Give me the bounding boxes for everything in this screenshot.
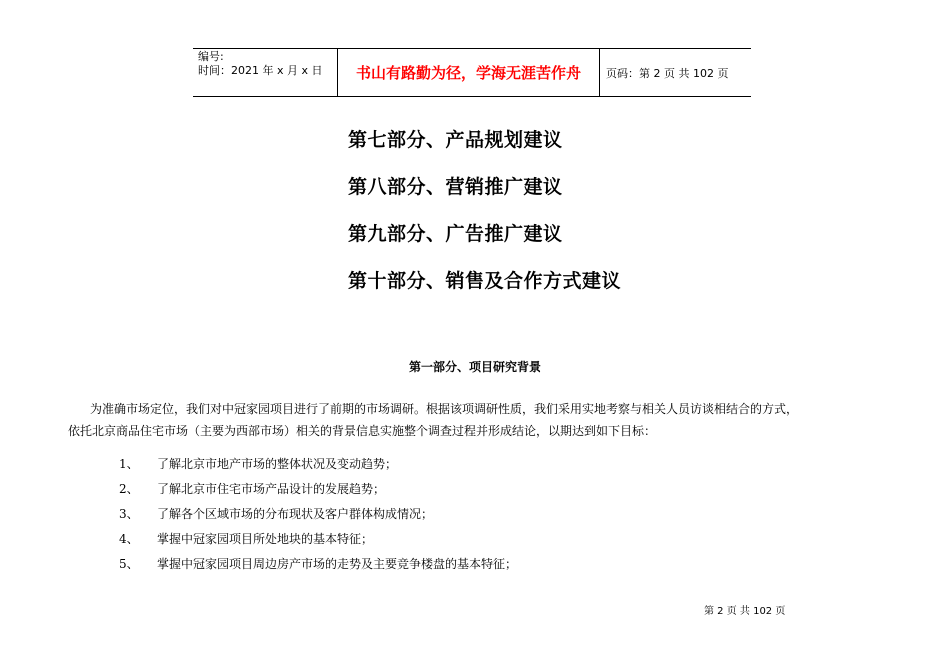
goal-text: 掌握中冠家园项目所处地块的基本特征； [157,532,374,546]
goal-number: 3、 [119,507,139,521]
page-footer: 第 2 页 共 102 页 [704,606,786,617]
part-heading: 第一部分、项目研究背景 [408,360,541,374]
goal-text: 了解北京市住宅市场产品设计的发展趋势； [157,482,386,496]
goal-number: 4、 [119,532,139,546]
section-title-7: 第七部分、产品规划建议 [348,129,563,151]
header-motto: 书山有路勤为径，学海无涯苦作舟 [355,63,581,82]
header-left-cell [198,50,323,78]
goal-number: 2、 [119,482,139,496]
time-label: 时间：2021 年 x 月 x 日 [198,64,323,77]
header-bottom-rule [193,96,751,97]
goal-number: 1、 [119,457,139,471]
goal-text: 了解各个区域市场的分布现状及客户群体构成情况； [157,507,434,521]
paragraph-line-2: 依托北京商品住宅市场（主要为西部市场）相关的背景信息实施整个调查过程并形成结论，以期达到如下目标： [68,424,657,438]
header-divider-right [599,48,600,97]
section-title-10: 第十部分、销售及合作方式建议 [348,270,622,292]
section-title-8: 第八部分、营销推广建议 [348,176,563,198]
goal-text: 掌握中冠家园项目周边房产市场的走势及主要竞争楼盘的基本特征； [157,557,518,571]
section-title-9: 第九部分、广告推广建议 [348,223,563,245]
goal-text: 了解北京市地产市场的整体状况及变动趋势； [157,457,398,471]
paragraph-line-1: 为准确市场定位，我们对中冠家园项目进行了前期的市场调研。根据该项调研性质，我们采用实地考察与相关人员访谈相结合的方式， [90,402,799,416]
goal-number: 5、 [119,557,139,571]
header-page-info: 页码：第 2 页 共 102 页 [606,67,729,80]
number-label: 编号: [198,50,224,63]
